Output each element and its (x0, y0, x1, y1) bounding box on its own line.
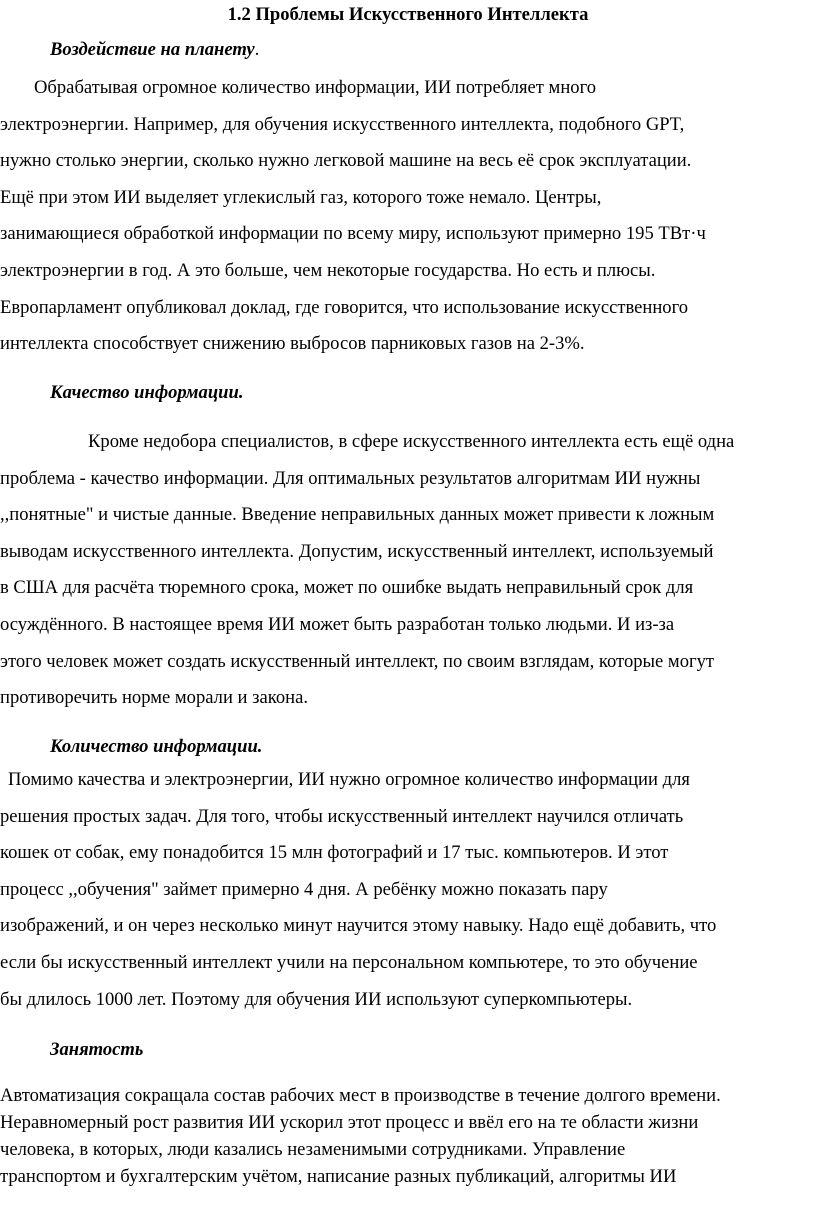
text-line: электроэнергии в год. А это больше, чем некоторые государства. Но есть и плюсы. (0, 259, 656, 281)
text-line: Ещё при этом ИИ выделяет углекислый газ, которого тоже немало. Центры, (0, 186, 602, 208)
text-line: человека, в которых, люди казались незаменимыми сотрудниками. Управление (0, 1139, 626, 1160)
text-line: нужно столько энергии, сколько нужно легковой машине на весь её срок эксплуатации. (0, 150, 692, 172)
section-heading-employment: Занятость (50, 1039, 144, 1060)
text-line: процесс ,,обучения" займет примерно 4 дня. А ребёнку можно показать пару (0, 878, 608, 900)
paragraph-planet (0, 70, 816, 363)
document-title: 1.2 Проблемы Искусственного Интеллекта (227, 4, 589, 25)
text-line: решения простых задач. Для того, чтобы искусственный интеллект научился отличать (0, 805, 684, 827)
section-heading-quality: Качество информации. (50, 382, 244, 403)
text-line: выводам искусственного интеллекта. Допустим, искусственный интеллект, используемый (0, 540, 714, 562)
section-heading-planet (50, 39, 259, 61)
text-line: занимающиеся обработкой информации по всему миру, используют примерно 195 ТВт·ч (0, 223, 706, 245)
text-line: осуждённого. В настоящее время ИИ может быть разработан только людьми. И из-за (0, 613, 675, 635)
section-heading-quantity: Количество информации. (50, 736, 263, 757)
text-line: Неравномерный рост развития ИИ ускорил этот процесс и ввёл его на те области жизни (0, 1112, 699, 1133)
text-line: ,,понятные" и чистые данные. Введение неправильных данных может привести к ложным (0, 504, 715, 526)
text-line: транспортом и бухгалтерским учётом, написание разных публикаций, алгоритмы ИИ (0, 1166, 677, 1187)
text-line: Помимо качества и электроэнергии, ИИ нужно огромное количество информации для (8, 769, 690, 790)
paragraph-quantity (0, 762, 816, 1018)
section-heading-suffix: . (254, 39, 260, 60)
section-heading-text: Воздействие на планету (50, 39, 255, 60)
text-line: в США для расчёта тюремного срока, может по ошибке выдать неправильный срок для (0, 577, 694, 599)
text-line: Кроме недобора специалистов, в сфере искусственного интеллекта есть ещё одна (88, 431, 735, 452)
text-line: бы длилось 1000 лет. Поэтому для обучения ИИ используют суперкомпьютеры. (0, 988, 633, 1010)
text-line: противоречить норме морали и закона. (0, 687, 308, 709)
text-line: этого человек может создать искусственный интеллект, по своим взглядам, которые могут (0, 650, 715, 672)
text-line: Автоматизация сокращала состав рабочих мест в производстве в течение долгого времени. (0, 1085, 721, 1106)
text-line: электроэнергии. Например, для обучения искусственного интеллекта, подобного GPT, (0, 113, 685, 135)
text-line: изображений, и он через несколько минут научится этому навыку. Надо ещё добавить, что (0, 915, 717, 937)
text-line: Европарламент опубликовал доклад, где говорится, что использование искусственного (0, 296, 689, 318)
text-line: проблема - качество информации. Для оптимальных результатов алгоритмам ИИ нужны (0, 467, 701, 489)
paragraph-employment (0, 1082, 816, 1190)
paragraph-quality (0, 424, 816, 717)
text-line: кошек от собак, ему понадобится 15 млн фотографий и 17 тыс. компьютеров. И этот (0, 842, 669, 864)
text-line: если бы искусственный интеллект учили на персональном компьютере, то это обучение (0, 951, 698, 973)
text-line: интеллекта способствует снижению выбросов парниковых газов на 2-3%. (0, 333, 585, 355)
text-line: Обрабатывая огромное количество информации, ИИ потребляет много (34, 77, 597, 98)
